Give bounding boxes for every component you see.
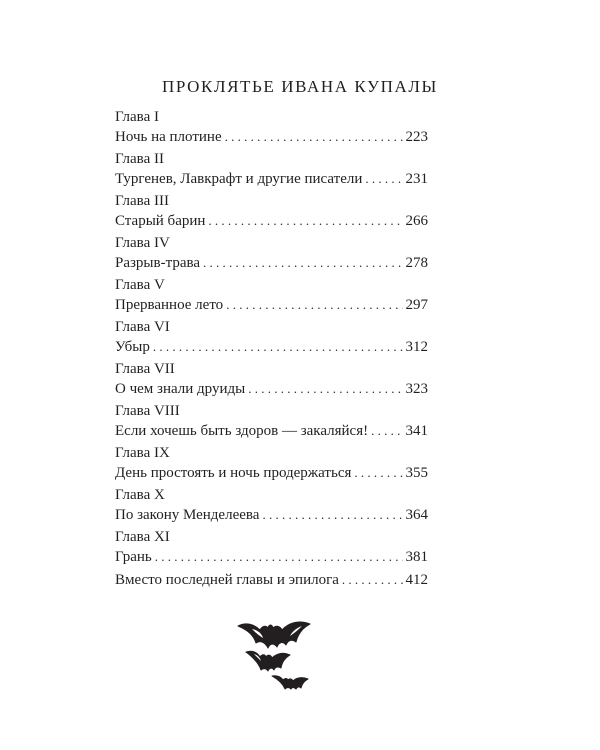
chapter-title: По закону Менделеева: [115, 507, 260, 523]
toc-entry: [115, 360, 428, 398]
dot-leader: [262, 505, 402, 524]
bats-icon: [232, 612, 342, 692]
chapter-label: Глава V: [115, 277, 165, 293]
page-number: 381: [405, 549, 428, 565]
toc-entry: [115, 108, 428, 146]
dot-leader: [354, 463, 402, 482]
toc-line[interactable]: [115, 421, 428, 440]
chapter-title: Если хочешь быть здоров — закаляйся!: [115, 423, 369, 439]
chapter-label: Глава X: [115, 487, 165, 503]
chapter-label: Глава IX: [115, 445, 170, 461]
page-number: 412: [405, 572, 428, 588]
toc-line[interactable]: [115, 169, 428, 188]
page-number: 355: [405, 465, 428, 481]
toc-line[interactable]: [115, 211, 428, 230]
page-number: 323: [405, 381, 428, 397]
toc-entry: [115, 150, 428, 188]
dot-leader: [371, 421, 402, 440]
toc-line[interactable]: [115, 463, 428, 482]
chapter-label: Глава VI: [115, 319, 170, 335]
chapter-title: Тургенев, Лавкрафт и другие писатели: [115, 171, 363, 187]
dot-leader: [155, 547, 403, 566]
page-number: 364: [405, 507, 428, 523]
toc-line[interactable]: [115, 295, 428, 314]
page-number: 297: [405, 297, 428, 313]
dot-leader: [153, 337, 403, 356]
page-number: 266: [405, 213, 428, 229]
chapter-title: Ночь на плотине: [115, 129, 222, 145]
dot-leader: [226, 295, 402, 314]
chapter-title: Разрыв-трава: [115, 255, 201, 271]
dot-leader: [365, 169, 402, 188]
chapter-title: Прерванное лето: [115, 297, 224, 313]
bat-small: [272, 676, 308, 689]
toc-entry: [115, 486, 428, 524]
toc-entry: [115, 570, 428, 589]
toc-line[interactable]: [115, 127, 428, 146]
toc-line[interactable]: [115, 505, 428, 524]
chapter-label: Глава VII: [115, 361, 175, 377]
dot-leader: [248, 379, 402, 398]
toc-entry: [115, 402, 428, 440]
toc-line[interactable]: [115, 253, 428, 272]
toc-entry: [115, 192, 428, 230]
chapter-label: Глава IV: [115, 235, 170, 251]
page-number: 231: [405, 171, 428, 187]
toc-entry: [115, 234, 428, 272]
chapter-label: Глава XI: [115, 529, 170, 545]
dot-leader: [225, 127, 403, 146]
chapter-title: День простоять и ночь продержаться: [115, 465, 352, 481]
chapter-title: Грань: [115, 549, 152, 565]
toc-entry: [115, 528, 428, 566]
page-number: 341: [405, 423, 428, 439]
toc-entry: [115, 318, 428, 356]
toc-entry: [115, 276, 428, 314]
toc-line[interactable]: [115, 547, 428, 566]
toc-line[interactable]: [115, 337, 428, 356]
page-number: 312: [405, 339, 428, 355]
toc-line[interactable]: [115, 379, 428, 398]
bat-large: [238, 622, 310, 648]
bat-medium: [246, 651, 290, 671]
dot-leader: [208, 211, 402, 230]
chapter-title: Старый барин: [115, 213, 206, 229]
page-title: ПРОКЛЯТЬЕ ИВАНА КУПАЛЫ: [162, 77, 438, 96]
chapter-title: О чем знали друиды: [115, 381, 246, 397]
dot-leader: [203, 253, 402, 272]
page-number: 223: [405, 129, 428, 145]
chapter-label: Глава I: [115, 109, 159, 125]
page-number: 278: [405, 255, 428, 271]
chapter-label: Глава II: [115, 151, 164, 167]
toc-line[interactable]: [115, 570, 428, 589]
chapter-title: Убыр: [115, 339, 150, 355]
table-of-contents: [115, 108, 428, 593]
chapter-title: Вместо последней главы и эпилога: [115, 572, 339, 588]
chapter-label: Глава III: [115, 193, 169, 209]
chapter-label: Глава VIII: [115, 403, 180, 419]
toc-entry: [115, 444, 428, 482]
dot-leader: [342, 570, 403, 589]
